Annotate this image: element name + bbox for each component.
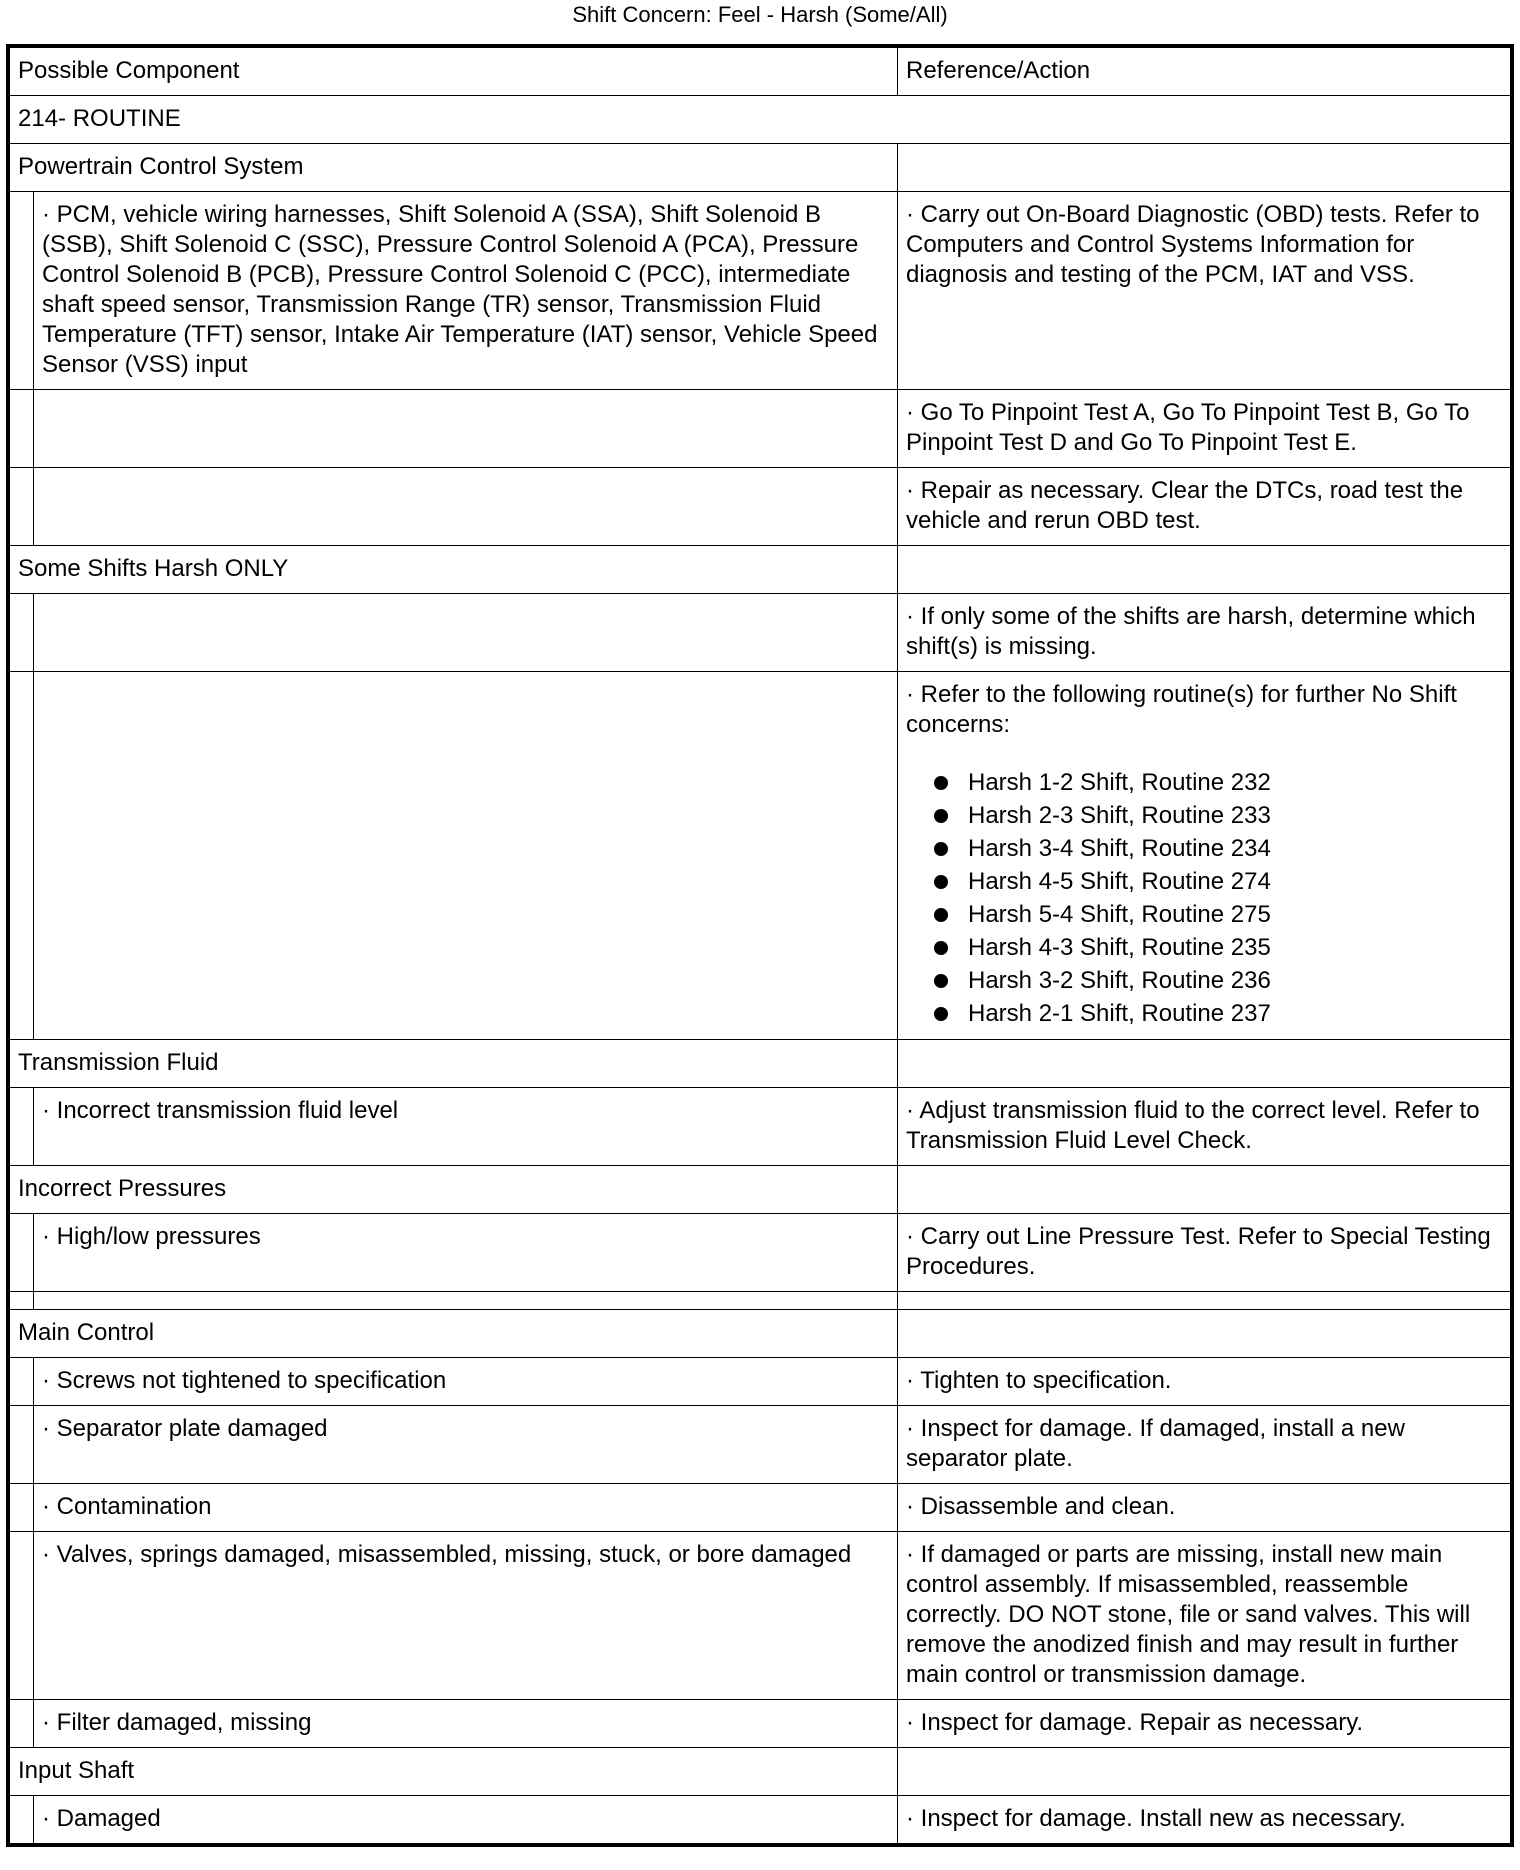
routine-list-item bbox=[934, 898, 1502, 931]
reference-text: · Refer to the following routine(s) for further No Shift concerns: bbox=[906, 681, 1457, 738]
routine-list-item bbox=[934, 799, 1502, 832]
section-row-some-shifts-harsh-only bbox=[10, 546, 1511, 594]
section-row-transmission-fluid bbox=[10, 1040, 1511, 1088]
component-cell bbox=[34, 390, 898, 468]
reference-text: · Disassemble and clean. bbox=[906, 1493, 1176, 1520]
routine-list-item-text: Harsh 4-3 Shift, Routine 235 bbox=[968, 934, 1271, 961]
routine-list bbox=[906, 766, 1502, 1030]
routine-list-item-text: Harsh 3-2 Shift, Routine 236 bbox=[968, 967, 1271, 994]
reference-cell bbox=[898, 468, 1511, 546]
reference-cell bbox=[898, 1796, 1511, 1844]
table-row bbox=[10, 390, 1511, 468]
routine-list-item bbox=[934, 931, 1502, 964]
row-indent-cell bbox=[10, 1292, 34, 1310]
section-reference-empty bbox=[898, 546, 1511, 594]
table-row bbox=[10, 1532, 1511, 1700]
reference-cell bbox=[898, 1484, 1511, 1532]
row-indent-cell bbox=[10, 468, 34, 546]
section-reference-empty bbox=[898, 1166, 1511, 1214]
reference-cell bbox=[898, 672, 1511, 1040]
reference-text: · Carry out Line Pressure Test. Refer to Special Testing Procedures. bbox=[906, 1223, 1491, 1280]
reference-text: · Inspect for damage. Repair as necessary. bbox=[906, 1709, 1364, 1736]
reference-cell bbox=[898, 594, 1511, 672]
table-row bbox=[10, 1700, 1511, 1748]
component-cell: · Valves, springs damaged, misassembled, missing, stuck, or bore damaged bbox=[34, 1532, 898, 1700]
section-row-powertrain-control-system bbox=[10, 144, 1511, 192]
routine-list-item-text: Harsh 4-5 Shift, Routine 274 bbox=[968, 868, 1271, 895]
component-cell: · Filter damaged, missing bbox=[34, 1700, 898, 1748]
section-reference-empty bbox=[898, 1040, 1511, 1088]
component-cell: · Incorrect transmission fluid level bbox=[34, 1088, 898, 1166]
component-cell: · Separator plate damaged bbox=[34, 1406, 898, 1484]
column-header-component: Possible Component bbox=[10, 48, 898, 96]
reference-cell bbox=[898, 1406, 1511, 1484]
reference-text: · Tighten to specification. bbox=[906, 1367, 1172, 1394]
routine-list-item bbox=[934, 964, 1502, 997]
section-row-incorrect-pressures bbox=[10, 1166, 1511, 1214]
table-row bbox=[10, 1292, 1511, 1310]
reference-cell bbox=[898, 1088, 1511, 1166]
row-indent-cell bbox=[10, 1088, 34, 1166]
reference-cell bbox=[898, 192, 1511, 390]
section-reference-empty bbox=[898, 1310, 1511, 1358]
reference-cell bbox=[898, 1358, 1511, 1406]
row-indent-cell bbox=[10, 1796, 34, 1844]
table-row bbox=[10, 1796, 1511, 1844]
component-cell: · Screws not tightened to specification bbox=[34, 1358, 898, 1406]
document-title: Shift Concern: Feel - Harsh (Some/All) bbox=[572, 2, 948, 27]
bullet-icon bbox=[934, 974, 948, 988]
routine-list-item-text: Harsh 2-3 Shift, Routine 233 bbox=[968, 802, 1271, 829]
reference-text: · If damaged or parts are missing, install new main control assembly. If misassembled, reassemble correctly. DO NOT stone, file or sand valves. This will remove the anodized finish and may result in further main control or transmission damage. bbox=[906, 1541, 1471, 1688]
bullet-icon bbox=[934, 842, 948, 856]
table-row bbox=[10, 672, 1511, 1040]
table-row bbox=[10, 1406, 1511, 1484]
routine-list-item-text: Harsh 5-4 Shift, Routine 275 bbox=[968, 901, 1271, 928]
reference-text: · Adjust transmission fluid to the correct level. Refer to Transmission Fluid Level Check. bbox=[906, 1097, 1480, 1154]
row-indent-cell bbox=[10, 594, 34, 672]
row-indent-cell bbox=[10, 1484, 34, 1532]
component-cell: · High/low pressures bbox=[34, 1214, 898, 1292]
table-row bbox=[10, 1088, 1511, 1166]
component-cell: · Contamination bbox=[34, 1484, 898, 1532]
reference-text: · Inspect for damage. Install new as necessary. bbox=[906, 1805, 1406, 1832]
routine-list-item bbox=[934, 997, 1502, 1030]
section-row-input-shaft bbox=[10, 1748, 1511, 1796]
reference-text: · If only some of the shifts are harsh, determine which shift(s) is missing. bbox=[906, 603, 1476, 660]
component-cell bbox=[34, 594, 898, 672]
bullet-icon bbox=[934, 941, 948, 955]
routine-list-item-text: Harsh 1-2 Shift, Routine 232 bbox=[968, 769, 1271, 796]
diagnostic-table-container bbox=[6, 44, 1514, 1847]
bullet-icon bbox=[934, 809, 948, 823]
table-row bbox=[10, 594, 1511, 672]
component-cell: · Damaged bbox=[34, 1796, 898, 1844]
reference-cell bbox=[898, 1292, 1511, 1310]
reference-text: · Go To Pinpoint Test A, Go To Pinpoint Test B, Go To Pinpoint Test D and Go To Pinpoint Test E. bbox=[906, 399, 1470, 456]
bullet-icon bbox=[934, 776, 948, 790]
table-row bbox=[10, 468, 1511, 546]
row-indent-cell bbox=[10, 1532, 34, 1700]
section-title-powertrain-control-system: Powertrain Control System bbox=[10, 144, 898, 192]
row-indent-cell bbox=[10, 1358, 34, 1406]
reference-cell bbox=[898, 1214, 1511, 1292]
routine-list-item bbox=[934, 865, 1502, 898]
reference-text: · Repair as necessary. Clear the DTCs, road test the vehicle and rerun OBD test. bbox=[906, 477, 1464, 534]
routine-list-item bbox=[934, 766, 1502, 799]
section-title-some-shifts-harsh-only: Some Shifts Harsh ONLY bbox=[10, 546, 898, 594]
reference-cell bbox=[898, 390, 1511, 468]
section-title-main-control: Main Control bbox=[10, 1310, 898, 1358]
row-indent-cell bbox=[10, 672, 34, 1040]
bullet-icon bbox=[934, 875, 948, 889]
routine-list-item-text: Harsh 3-4 Shift, Routine 234 bbox=[968, 835, 1271, 862]
row-indent-cell bbox=[10, 192, 34, 390]
component-cell: · PCM, vehicle wiring harnesses, Shift Solenoid A (SSA), Shift Solenoid B (SSB), Shift Solenoid C (SSC), Pressure Control Solenoid A (PCA), Pressure Control Solenoid B (PCB), Pressure Control Solenoid C (PCC), intermediate shaft speed sensor, Transmission Range (TR) sensor, Transmission Fluid Temperature (TFT) sensor, Intake Air Temperature (IAT) sensor, Vehicle Speed Sensor (VSS) input bbox=[34, 192, 898, 390]
section-title-transmission-fluid: Transmission Fluid bbox=[10, 1040, 898, 1088]
table-row bbox=[10, 1358, 1511, 1406]
row-indent-cell bbox=[10, 1214, 34, 1292]
reference-text: · Inspect for damage. If damaged, install a new separator plate. bbox=[906, 1415, 1405, 1472]
header-row bbox=[10, 48, 1511, 96]
routine-row bbox=[10, 96, 1511, 144]
component-cell bbox=[34, 1292, 898, 1310]
section-title-incorrect-pressures: Incorrect Pressures bbox=[10, 1166, 898, 1214]
section-row-main-control bbox=[10, 1310, 1511, 1358]
routine-label: 214- ROUTINE bbox=[10, 96, 1511, 144]
reference-text: · Carry out On-Board Diagnostic (OBD) tests. Refer to Computers and Control Systems Information for diagnosis and testing of the PCM, IAT and VSS. bbox=[906, 201, 1480, 288]
reference-cell bbox=[898, 1700, 1511, 1748]
routine-list-item bbox=[934, 832, 1502, 865]
table-row bbox=[10, 1484, 1511, 1532]
reference-cell bbox=[898, 1532, 1511, 1700]
section-reference-empty bbox=[898, 1748, 1511, 1796]
bullet-icon bbox=[934, 1007, 948, 1021]
component-cell bbox=[34, 468, 898, 546]
table-row bbox=[10, 192, 1511, 390]
section-reference-empty bbox=[898, 144, 1511, 192]
diagnostic-table bbox=[9, 47, 1511, 1844]
row-indent-cell bbox=[10, 1406, 34, 1484]
row-indent-cell bbox=[10, 390, 34, 468]
routine-list-item-text: Harsh 2-1 Shift, Routine 237 bbox=[968, 1000, 1271, 1027]
column-header-reference: Reference/Action bbox=[898, 48, 1511, 96]
bullet-icon bbox=[934, 908, 948, 922]
table-row bbox=[10, 1214, 1511, 1292]
section-title-input-shaft: Input Shaft bbox=[10, 1748, 898, 1796]
component-cell bbox=[34, 672, 898, 1040]
row-indent-cell bbox=[10, 1700, 34, 1748]
